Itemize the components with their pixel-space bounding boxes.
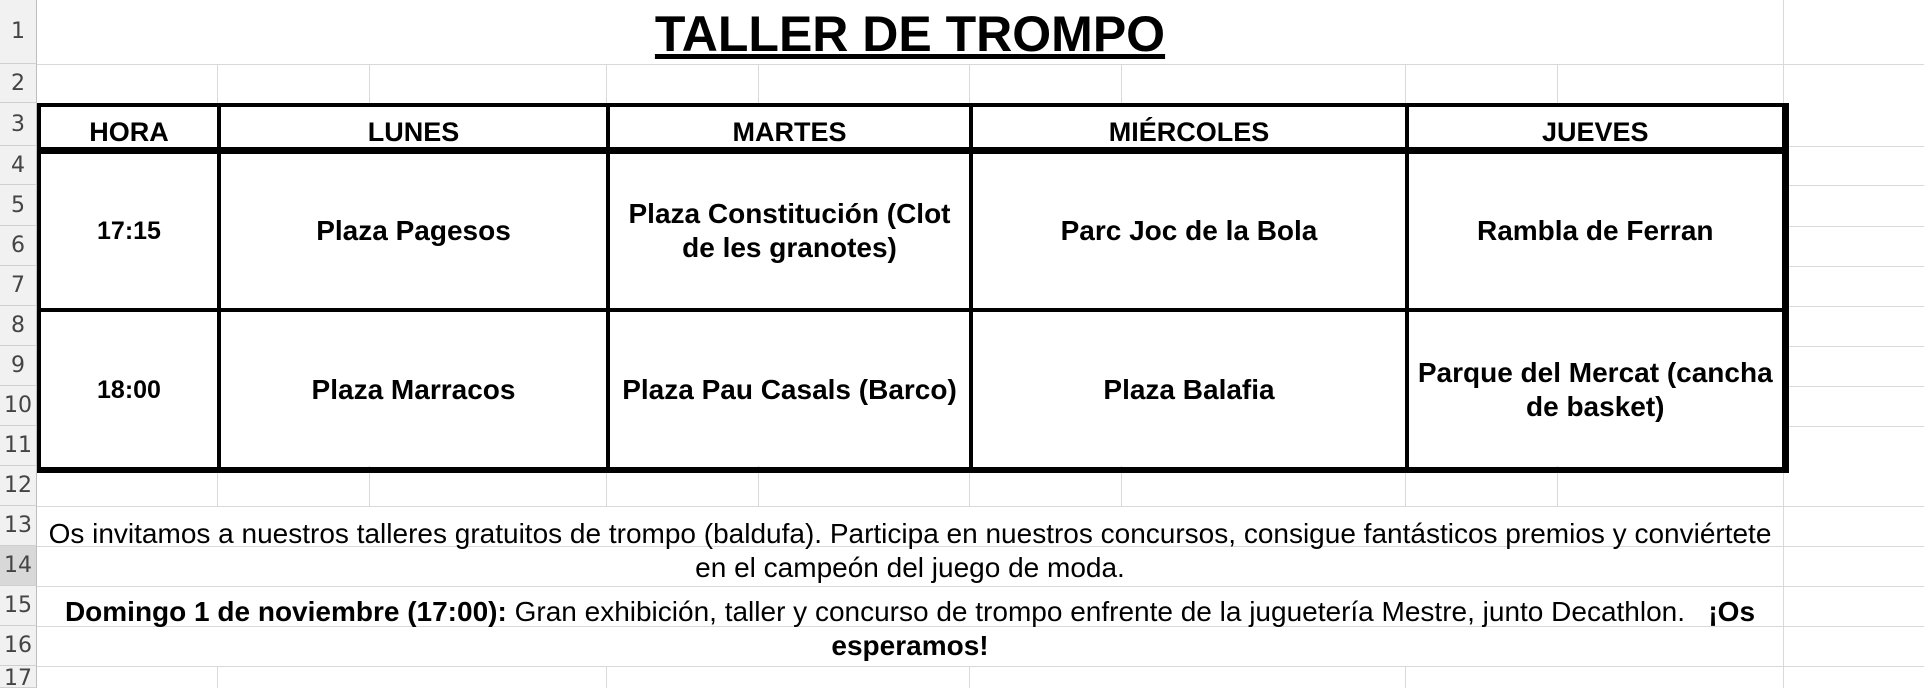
- row-header-1[interactable]: 1: [0, 0, 37, 64]
- row-header-6[interactable]: 6: [0, 226, 37, 266]
- sheet-title[interactable]: TALLER DE TROMPO: [654, 6, 1166, 62]
- grid-line: [1783, 306, 1924, 307]
- place-cell[interactable]: Parque del Mercat (cancha de basket): [1407, 310, 1785, 470]
- grid-line: [1557, 64, 1558, 103]
- row-header-4[interactable]: 4: [0, 146, 37, 185]
- event-text[interactable]: [37, 595, 1783, 663]
- row-header-3[interactable]: 3: [0, 103, 37, 146]
- row-header-10[interactable]: 10: [0, 386, 37, 426]
- invitation-text[interactable]: Os invitamos a nuestros talleres gratuitos de trompo (baldufa). Participa en nuestros concursos, consigue fantásticos premios y conviértete en el campeón del juego de moda.: [48, 518, 1772, 583]
- event-date-label: Domingo 1 de noviembre (17:00):: [64, 596, 507, 627]
- row-header-11[interactable]: 11: [0, 426, 37, 466]
- grid-line: [1783, 226, 1924, 227]
- header-jueves[interactable]: JUEVES: [1407, 105, 1785, 150]
- place-cell[interactable]: Plaza Constitución (Clot de les granotes): [608, 150, 971, 310]
- header-lunes[interactable]: LUNES: [219, 105, 608, 150]
- grid-line: [606, 64, 607, 103]
- place-cell[interactable]: Rambla de Ferran: [1407, 150, 1785, 310]
- header-hora[interactable]: HORA: [39, 105, 219, 150]
- grid-line: [369, 64, 370, 103]
- place-cell[interactable]: Plaza Balafia: [971, 310, 1407, 470]
- place-cell[interactable]: Plaza Marracos: [219, 310, 608, 470]
- place-cell[interactable]: Plaza Pagesos: [219, 150, 608, 310]
- grid-line: [1783, 386, 1924, 387]
- row-header-7[interactable]: 7: [0, 266, 37, 306]
- event-description: Gran exhibición, taller y concurso de trompo enfrente de la juguetería Mestre, junto Decathlon.: [506, 596, 1686, 627]
- header-martes[interactable]: MARTES: [608, 105, 971, 150]
- header-miercoles[interactable]: MIÉRCOLES: [971, 105, 1407, 150]
- grid-line: [969, 64, 970, 103]
- grid-line: [37, 506, 1924, 507]
- hour-cell[interactable]: 18:00: [39, 310, 219, 470]
- place-cell[interactable]: Parc Joc de la Bola: [971, 150, 1407, 310]
- row-header-13[interactable]: 13: [0, 506, 37, 546]
- grid-line: [37, 666, 1924, 667]
- grid-line: [1121, 64, 1122, 103]
- row-header-5[interactable]: 5: [0, 185, 37, 226]
- grid-line: [1783, 426, 1924, 427]
- grid-line: [969, 666, 970, 688]
- grid-line: [217, 666, 218, 688]
- row-header-9[interactable]: 9: [0, 346, 37, 386]
- grid-line: [1783, 185, 1924, 186]
- grid-line: [1783, 346, 1924, 347]
- grid-line: [217, 64, 218, 103]
- place-cell[interactable]: Plaza Pau Casals (Barco): [608, 310, 971, 470]
- grid-line: [37, 586, 1924, 587]
- hour-cell[interactable]: 17:15: [39, 150, 219, 310]
- row-header-12[interactable]: 12: [0, 466, 37, 506]
- row-header-2[interactable]: 2: [0, 64, 37, 103]
- grid-line: [1783, 266, 1924, 267]
- row-header-15[interactable]: 15: [0, 586, 37, 626]
- grid-line: [606, 666, 607, 688]
- row-header-17[interactable]: 17: [0, 666, 37, 688]
- event-closing: ¡Os esperamos!: [831, 596, 1756, 661]
- grid-line: [37, 64, 1924, 65]
- row-header-8[interactable]: 8: [0, 306, 37, 346]
- schedule-table: [37, 103, 1789, 473]
- grid-line: [1405, 666, 1406, 688]
- row-header-14[interactable]: 14: [0, 546, 37, 586]
- grid-line: [758, 64, 759, 103]
- grid-line: [1405, 64, 1406, 103]
- grid-line: [1783, 146, 1924, 147]
- row-header-16[interactable]: 16: [0, 626, 37, 666]
